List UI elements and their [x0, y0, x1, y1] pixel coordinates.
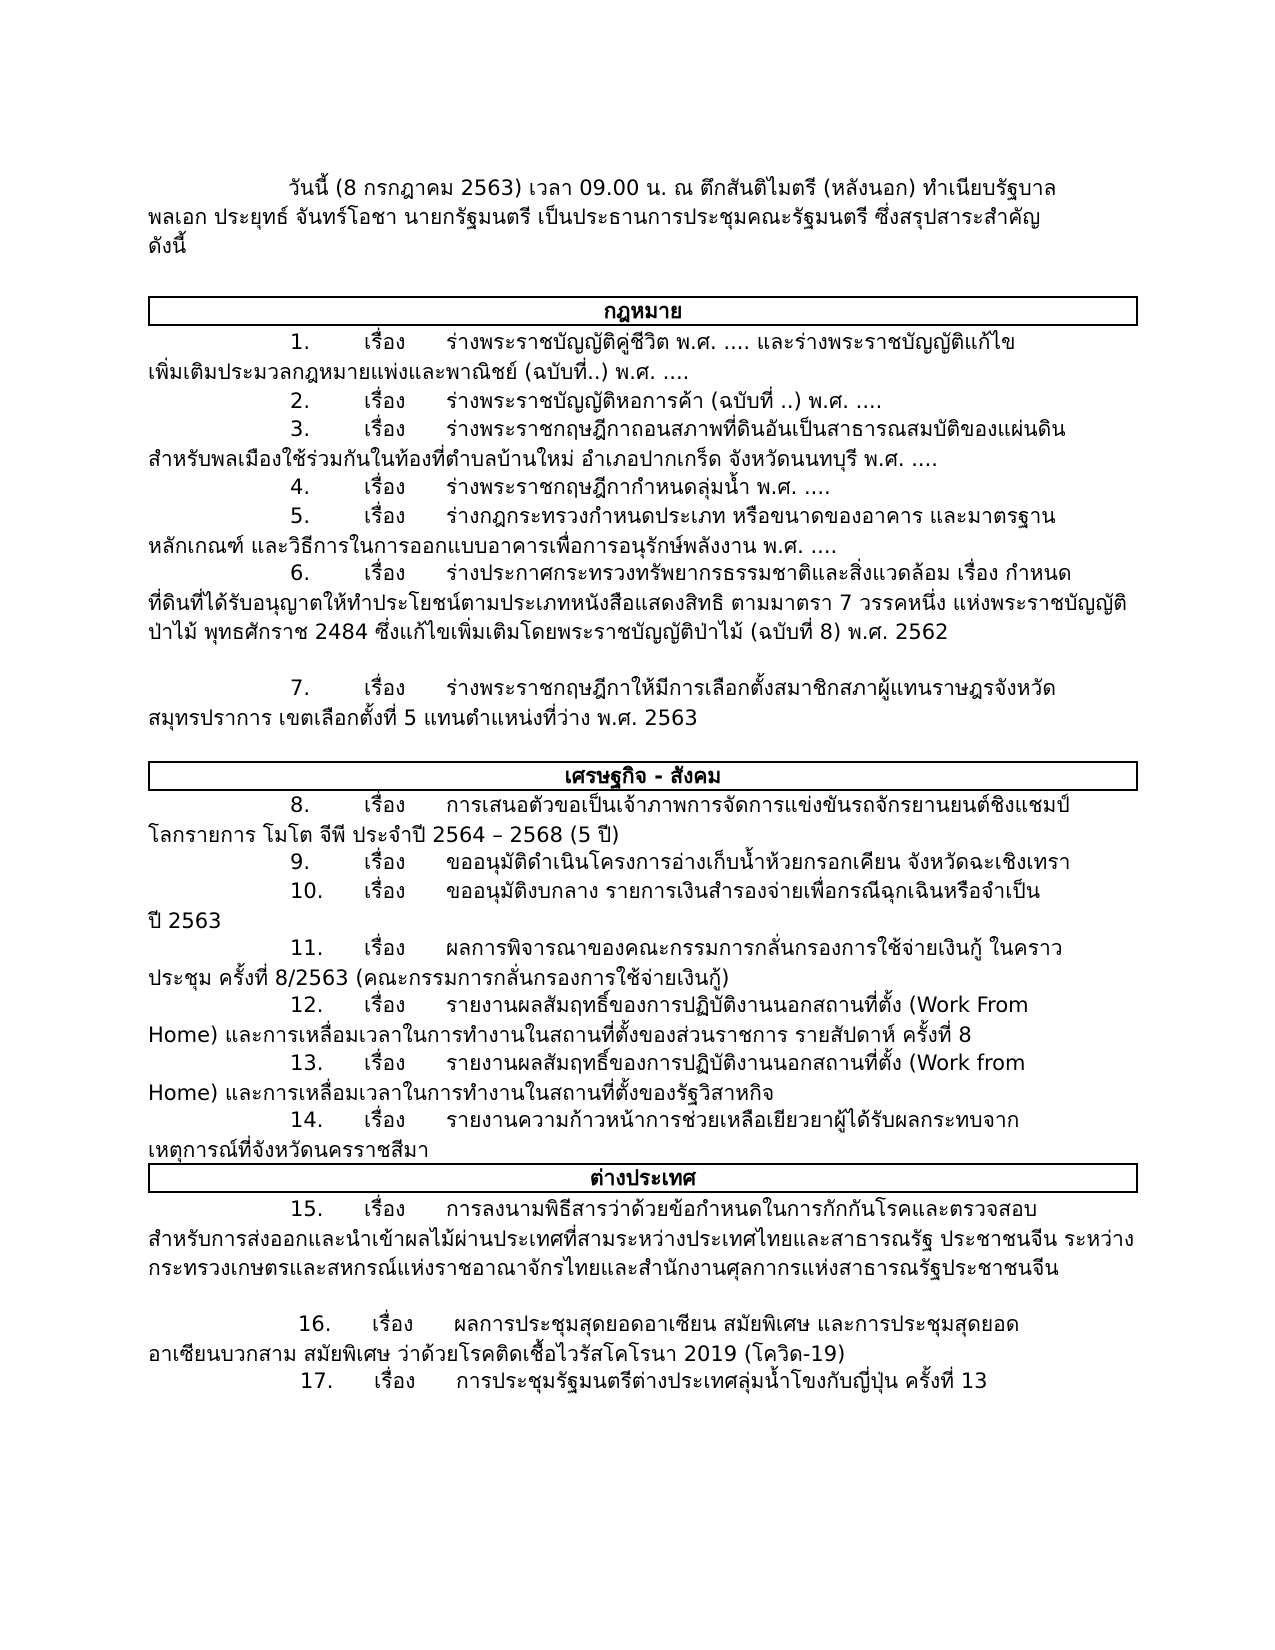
intro-line: วันนี้ (8 กรกฎาคม 2563) เวลา 09.00 น. ณ ตึกสันติไมตรี (หลังนอก) ทำเนียบรัฐบาล [288, 176, 1057, 200]
item-number: 7. [290, 676, 311, 700]
agenda-item [148, 473, 1138, 503]
agenda-item [148, 328, 1138, 387]
item-number: 11. [290, 936, 324, 960]
agenda-item [148, 791, 1138, 850]
item-keyword: เรื่อง [364, 1051, 406, 1075]
item-title: ขออนุมัติดำเนินโครงการอ่างเก็บน้ำห้วยกรอกเคียน จังหวัดฉะเชิงเทรา [446, 850, 1071, 874]
item-continuation: Home) และการเหลื่อมเวลาในการทำงานในสถานที่ตั้งของรัฐวิสาหกิจ [148, 1080, 775, 1105]
item-continuation: Home) และการเหลื่อมเวลาในการทำงานในสถานที่ตั้งของส่วนราชการ รายสัปดาห์ ครั้งที่ 8 [148, 1022, 972, 1047]
item-number: 9. [290, 850, 311, 874]
item-number: 16. [298, 1312, 332, 1336]
section-header-foreign-affairs: ต่างประเทศ [148, 1163, 1138, 1193]
item-keyword: เรื่อง [364, 475, 406, 499]
item-number: 15. [290, 1197, 324, 1221]
item-continuation: เหตุการณ์ที่จังหวัดนครราชสีมา [148, 1137, 430, 1162]
intro-line: ดังนี้ [148, 234, 187, 258]
item-title: ร่างพระราชกฤษฎีกาให้มีการเลือกตั้งสมาชิกสภาผู้แทนราษฎรจังหวัด [446, 676, 1056, 700]
item-continuation: อาเซียนบวกสาม สมัยพิเศษ ว่าด้วยโรคติดเชื้อไวรัสโคโรนา 2019 (โควิด-19) [148, 1341, 846, 1366]
item-title: ผลการพิจารณาของคณะกรรมการกลั่นกรองการใช้จ่ายเงินกู้ ในคราว [446, 936, 1063, 960]
item-keyword: เรื่อง [364, 561, 406, 585]
item-title: รายงานผลสัมฤทธิ์ของการปฏิบัติงานนอกสถานที่ตั้ง (Work from [446, 1051, 1026, 1075]
agenda-item [148, 1195, 1138, 1284]
item-number: 8. [290, 793, 311, 817]
agenda-item [148, 877, 1138, 936]
item-number: 1. [290, 330, 311, 354]
item-keyword: เรื่อง [364, 417, 406, 441]
item-title: รายงานความก้าวหน้าการช่วยเหลือเยียวยาผู้ได้รับผลกระทบจาก [446, 1108, 1020, 1132]
agenda-item [148, 415, 1138, 474]
item-keyword: เรื่อง [364, 330, 406, 354]
item-continuation: ประชุม ครั้งที่ 8/2563 (คณะกรรมการกลั่นกรองการใช้จ่ายเงินกู้) [148, 965, 730, 990]
section-header-law: กฎหมาย [148, 296, 1138, 326]
item-continuation: เพิ่มเติมประมวลกฎหมายแพ่งและพาณิชย์ (ฉบับที่..) พ.ศ. .... [148, 359, 690, 384]
item-title: ร่างพระราชบัญญัติหอการค้า (ฉบับที่ ..) พ.ศ. .... [446, 389, 883, 413]
item-title: ร่างประกาศกระทรวงทรัพยากรธรรมชาติและสิ่งแวดล้อม เรื่อง กำหนด [446, 561, 1072, 585]
intro-paragraph [148, 174, 1138, 261]
item-keyword: เรื่อง [364, 1108, 406, 1132]
item-title: การประชุมรัฐมนตรีต่างประเทศลุ่มน้ำโขงกับญี่ปุ่น ครั้งที่ 13 [456, 1369, 988, 1393]
agenda-item [148, 1310, 1138, 1369]
item-title: ร่างพระราชกฤษฎีกาถอนสภาพที่ดินอันเป็นสาธารณสมบัติของแผ่นดิน [446, 417, 1066, 441]
item-number: 14. [290, 1108, 324, 1132]
item-keyword: เรื่อง [374, 1369, 416, 1393]
agenda-item [148, 1049, 1138, 1108]
item-keyword: เรื่อง [364, 936, 406, 960]
section-header-economy-society: เศรษฐกิจ - สังคม [148, 761, 1138, 791]
item-continuation: สำหรับการส่งออกและนำเข้าผลไม้ผ่านประเทศที่สามระหว่างประเทศไทยและสาธารณรัฐ ประชาชนจีน ระหว่างกระทรวงเกษตรและสหกรณ์แห่งราชอาณาจักรไทยและสำนักงานศุลกากรแห่งสาธารณรัฐประชาชนจีน [148, 1226, 1135, 1280]
item-keyword: เรื่อง [364, 676, 406, 700]
item-number: 2. [290, 389, 311, 413]
item-title: ร่างพระราชกฤษฎีกากำหนดลุ่มน้ำ พ.ศ. .... [446, 475, 831, 499]
item-continuation: ปี 2563 [148, 908, 222, 933]
item-title: ผลการประชุมสุดยอดอาเซียน สมัยพิเศษ และการประชุมสุดยอด [454, 1312, 1020, 1336]
item-keyword: เรื่อง [364, 504, 406, 528]
item-keyword: เรื่อง [364, 993, 406, 1017]
item-continuation: โลกรายการ โมโต จีพี ประจำปี 2564 – 2568 (5 ปี) [148, 822, 620, 847]
item-number: 17. [300, 1369, 334, 1393]
agenda-item [148, 674, 1138, 733]
item-continuation: ที่ดินที่ได้รับอนุญาตให้ทำประโยชน์ตามประเภทหนังสือแสดงสิทธิ ตามมาตรา 7 วรรคหนึ่ง แห่งพระราชบัญญัติป่าไม้ พุทธศักราช 2484 ซึ่งแก้ไขเพิ่มเติมโดยพระราชบัญญัติป่าไม้ (ฉบับที่ 8) พ.ศ. 2562 [148, 590, 1127, 644]
item-keyword: เรื่อง [364, 1197, 406, 1221]
agenda-item [148, 502, 1138, 561]
item-number: 4. [290, 475, 311, 499]
item-keyword: เรื่อง [364, 793, 406, 817]
item-continuation: สำหรับพลเมืองใช้ร่วมกันในท้องที่ตำบลบ้านใหม่ อำเภอปากเกร็ด จังหวัดนนทบุรี พ.ศ. .... [148, 446, 938, 471]
item-title: ขออนุมัติงบกลาง รายการเงินสำรองจ่ายเพื่อกรณีฉุกเฉินหรือจำเป็น [446, 879, 1041, 903]
item-title: ร่างกฎกระทรวงกำหนดประเภท หรือขนาดของอาคาร และมาตรฐาน [446, 504, 1056, 528]
item-number: 12. [290, 993, 324, 1017]
agenda-item [148, 991, 1138, 1050]
agenda-item [148, 934, 1138, 993]
item-number: 6. [290, 561, 311, 585]
agenda-item [148, 848, 1138, 878]
agenda-item [148, 559, 1138, 648]
item-number: 10. [290, 879, 324, 903]
item-continuation: สมุทรปราการ เขตเลือกตั้งที่ 5 แทนตำแหน่งที่ว่าง พ.ศ. 2563 [148, 705, 698, 730]
item-title: การลงนามพิธีสารว่าด้วยข้อกำหนดในการกักกันโรคและตรวจสอบ [446, 1197, 1038, 1221]
item-keyword: เรื่อง [364, 879, 406, 903]
agenda-item [148, 1367, 1138, 1397]
item-keyword: เรื่อง [372, 1312, 414, 1336]
item-number: 5. [290, 504, 311, 528]
item-title: รายงานผลสัมฤทธิ์ของการปฏิบัติงานนอกสถานที่ตั้ง (Work From [446, 993, 1029, 1017]
item-continuation: หลักเกณฑ์ และวิธีการในการออกแบบอาคารเพื่อการอนุรักษ์พลังงาน พ.ศ. .... [148, 533, 838, 558]
item-title: ร่างพระราชบัญญัติคู่ชีวิต พ.ศ. .... และร่างพระราชบัญญัติแก้ไข [446, 330, 1016, 354]
item-title: การเสนอตัวขอเป็นเจ้าภาพการจัดการแข่งขันรถจักรยานยนต์ชิงแชมป์ [446, 793, 1070, 817]
agenda-item [148, 387, 1138, 417]
item-number: 3. [290, 417, 311, 441]
item-keyword: เรื่อง [364, 389, 406, 413]
item-number: 13. [290, 1051, 324, 1075]
item-keyword: เรื่อง [364, 850, 406, 874]
agenda-item [148, 1106, 1138, 1165]
intro-line: พลเอก ประยุทธ์ จันทร์โอชา นายกรัฐมนตรี เป็นประธานการประชุมคณะรัฐมนตรี ซึ่งสรุปสาระสำคัญ [148, 205, 1041, 229]
